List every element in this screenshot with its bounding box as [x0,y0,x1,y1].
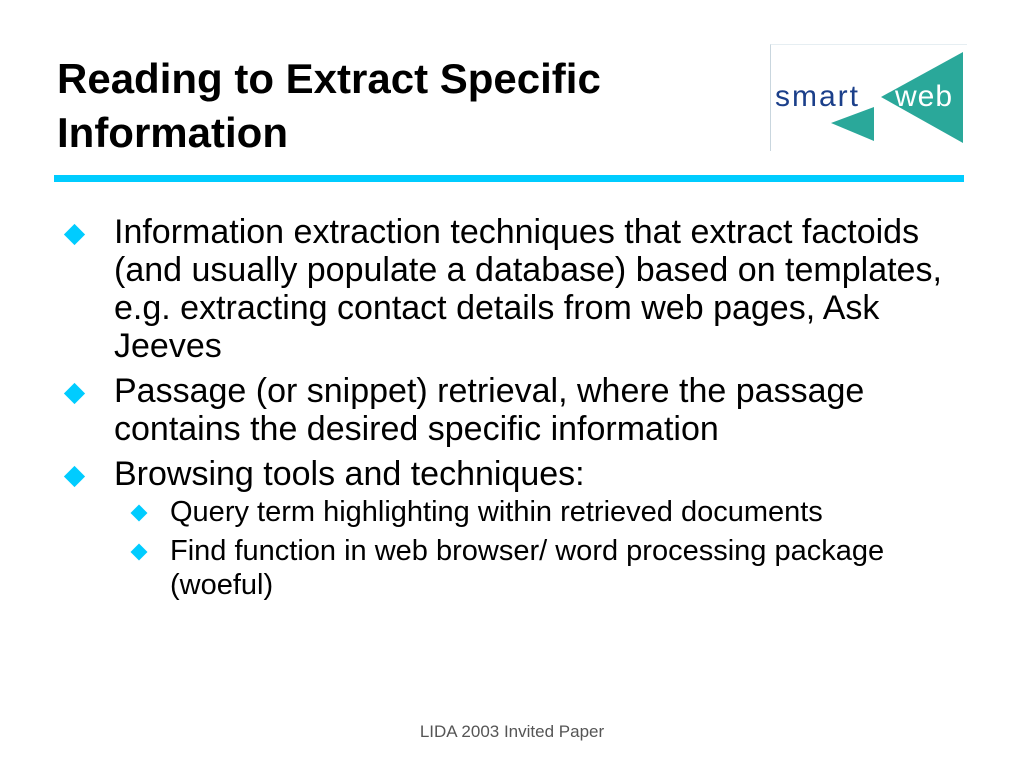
sub-bullet-item-2 [0,534,1024,602]
bullet-list [0,213,1024,607]
diamond-sub-bullet-icon [131,505,148,522]
title-divider [54,175,964,182]
bullet-text-3: Browsing tools and techniques: [114,455,585,493]
bullet-item-2 [0,372,1024,448]
title-line-2: Information [57,109,288,156]
smartweb-logo-graphic [771,45,967,151]
slide-title [57,52,757,160]
diamond-bullet-icon [64,224,85,245]
sub-bullet-item-1 [0,495,1024,529]
sub-bullet-text-1: Query term highlighting within retrieved documents [170,496,823,528]
bullet-text-1: Information extraction techniques that extract factoids (and usually populate a database) based on templates, e.g. extracting contact details from web pages, Ask Jeeves [114,213,942,365]
diamond-bullet-icon [64,466,85,487]
bullet-item-1 [0,213,1024,365]
diamond-sub-bullet-icon [131,544,148,561]
diamond-bullet-icon [64,383,85,404]
smartweb-logo [770,44,967,151]
bullet-text-2: Passage (or snippet) retrieval, where the passage contains the desired specific information [114,372,865,448]
logo-text-web: web [895,80,954,113]
slide-footer [0,722,1024,742]
sub-bullet-text-2: Find function in web browser/ word processing package (woeful) [170,535,885,601]
title-line-1: Reading to Extract Specific [57,55,601,102]
logo-text-smart: smart [775,80,860,113]
bullet-item-3 [0,455,1024,493]
footer-text: LIDA 2003 Invited Paper [419,722,605,741]
